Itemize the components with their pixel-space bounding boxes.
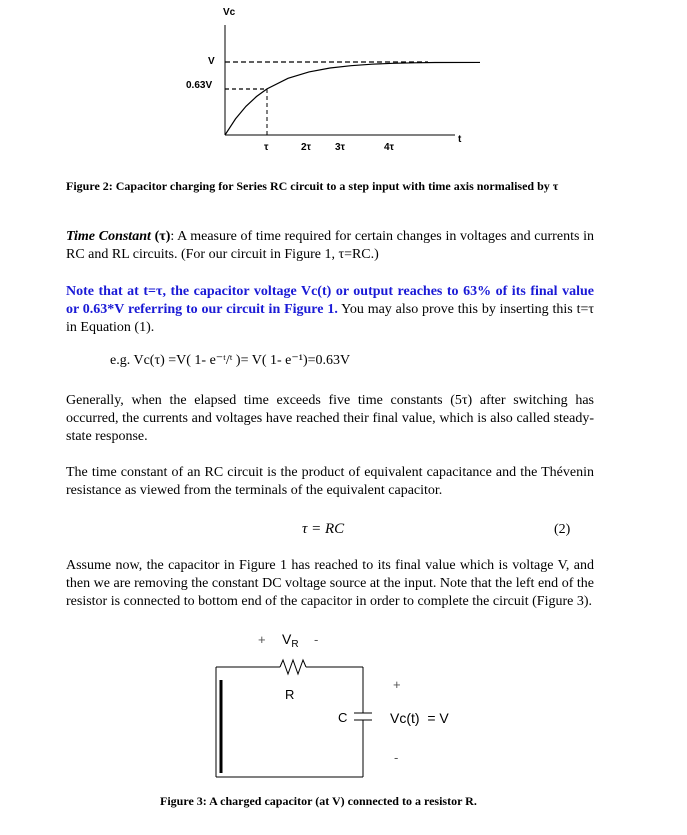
time-constant-definition: : A measure of time required for certain changes in voltages and currents in RC and RL circuits. (For our circuit in Figure 1, τ=RC.) <box>66 229 594 262</box>
rc-discharge-circuit <box>200 625 500 790</box>
note-highlight: Note that at t=τ, the capacitor voltage Vc(t) or output reaches to 63% of its final value or 0.63*V referring to our circuit in Figure 1. <box>66 284 594 317</box>
note-rest: You may also prove this by inserting this t=τ in Equation (1). <box>66 302 594 335</box>
v063-label: 0.63V <box>186 80 213 91</box>
rc-product-paragraph: The time constant of an RC circuit is the product of equivalent capacitance and the Thévenin resistance as viewed from the terminals of the equivalent capacitor. <box>66 465 594 498</box>
vc-label: Vc(t) = V <box>390 710 449 726</box>
tick-4tau: 4τ <box>384 142 395 153</box>
charging-curve <box>225 62 480 135</box>
charging-curve-chart <box>160 0 480 170</box>
time-constant-symbol: (τ) <box>154 229 171 244</box>
y-axis-label: Vc <box>223 7 236 18</box>
figure2-caption: Figure 2: Capacitor charging for Series RC circuit to a step input with time axis normalised by τ <box>66 179 559 193</box>
tick-tau: τ <box>264 142 269 153</box>
resistor-label: R <box>285 687 295 702</box>
figure3-caption: Figure 3: A charged capacitor (at V) connected to a resistor R. <box>160 794 477 808</box>
resistor-symbol <box>280 660 306 674</box>
v-label: V <box>208 56 215 67</box>
equation-2-number: (2) <box>554 522 571 537</box>
generally-paragraph: Generally, when the elapsed time exceeds five time constants (5τ) after switching has occurred, the currents and voltages have reached their final value, which is also called steady-state response. <box>66 393 594 444</box>
vc-plus: + <box>393 677 401 692</box>
tick-2tau: 2τ <box>301 142 312 153</box>
vr-minus: - <box>314 632 319 647</box>
x-axis-label: t <box>458 134 462 145</box>
example-equation: e.g. Vc(τ) =V( 1- e⁻ᵗ/ᵗ )= V( 1- e⁻¹)=0.63V <box>110 353 351 368</box>
equation-2: τ = RC <box>302 521 345 537</box>
time-constant-term: Time Constant <box>66 229 151 244</box>
vr-plus: + <box>258 632 266 647</box>
capacitor-label: C <box>338 710 348 725</box>
tick-3tau: 3τ <box>335 142 346 153</box>
assume-paragraph: Assume now, the capacitor in Figure 1 has reached to its final value which is voltage V, and then we are removing the constant DC voltage source at the input. Note that the left end of the resistor is connected to bottom end of the capacitor in order to complete the circuit (Figure 3). <box>66 558 594 609</box>
vr-label: $V_R$ <box>282 631 299 650</box>
note-paragraph <box>66 283 594 337</box>
time-constant-paragraph <box>66 228 594 264</box>
vc-minus: - <box>394 750 399 765</box>
